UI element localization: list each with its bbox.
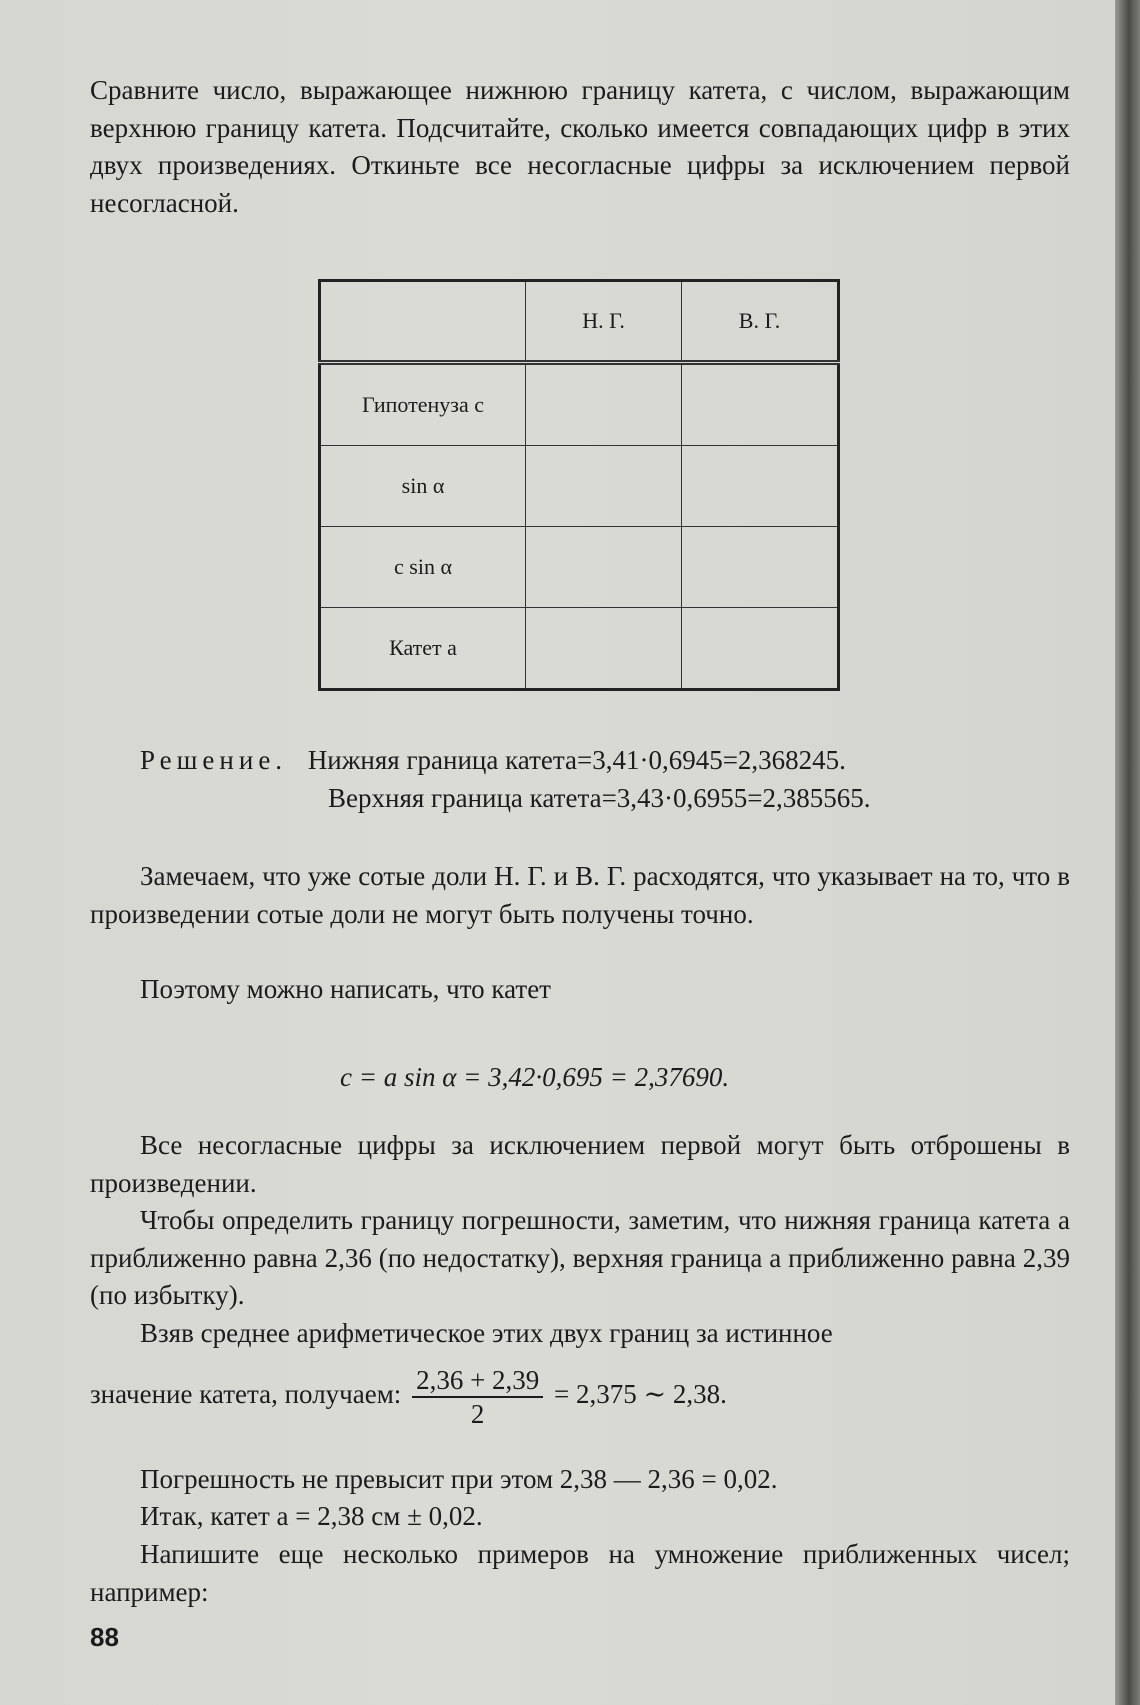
table-cell xyxy=(526,608,682,690)
result-paragraph: Итак, катет a = 2,38 см ± 0,02. xyxy=(140,1501,483,1531)
table-row xyxy=(320,363,839,446)
table-cell xyxy=(682,446,839,527)
fraction-numerator: 2,36 + 2,39 xyxy=(412,1364,543,1398)
table-header-cell: В. Г. xyxy=(682,281,839,363)
table-row-label: Катет a xyxy=(320,608,526,690)
table-header-cell: Н. Г. xyxy=(526,281,682,363)
book-spine-shadow xyxy=(1115,0,1140,1705)
main-formula: c = a sin α = 3,42·0,695 = 2,37690. xyxy=(340,1062,730,1092)
table-header-row xyxy=(320,281,839,363)
intro-paragraph: Сравните число, выражающее нижнюю границу катета, с числом, выражающим верхнюю границу катета. Подсчитайте, сколько имеется совпадающих цифр в этих двух произведениях. Откиньте все несогласные цифры за исключением первой несогласной. xyxy=(90,75,1070,218)
table-row-label: c sin α xyxy=(320,527,526,608)
mean-paragraph-start: Взяв среднее арифметическое этих двух границ за истинное xyxy=(140,1318,833,1348)
solution-lead: Решение. xyxy=(140,745,288,775)
solution-upper-expr: =3,43·0,6955=2,385565. xyxy=(601,783,871,813)
discard-paragraph: Все несогласные цифры за исключением первой могут быть отброшены в произведении. xyxy=(90,1130,1070,1198)
fraction-denominator: 2 xyxy=(470,1399,485,1429)
solution-upper-label: Верхняя граница катета xyxy=(328,783,602,813)
more-examples-paragraph: Напишите еще несколько примеров на умножение приближенных чисел; например: xyxy=(90,1539,1070,1607)
solution-upper-line xyxy=(328,783,871,814)
table-cell xyxy=(682,527,839,608)
solution-lower-line xyxy=(140,745,846,776)
table-header-cell xyxy=(320,281,526,363)
table-cell xyxy=(526,446,682,527)
solution-lower-label: Нижняя граница катета xyxy=(307,745,577,775)
therefore-paragraph: Поэтому можно написать, что катет xyxy=(140,974,551,1004)
table-row-label: Гипотенуза c xyxy=(320,363,526,446)
solution-lower-expr: =3,41·0,6945=2,368245. xyxy=(576,745,846,775)
table-cell xyxy=(526,363,682,446)
mean-formula-line xyxy=(90,1364,727,1430)
error-paragraph: Погрешность не превысит при этом 2,38 — 2,36 = 0,02. xyxy=(140,1464,778,1494)
table-row xyxy=(320,527,839,608)
table-row xyxy=(320,608,839,690)
mean-prefix: значение катета, получаем: xyxy=(90,1379,402,1410)
table-row xyxy=(320,446,839,527)
page-number: 88 xyxy=(90,1622,119,1652)
table-cell xyxy=(682,363,839,446)
table-cell xyxy=(526,527,682,608)
table-row-label: sin α xyxy=(320,446,526,527)
mean-fraction xyxy=(412,1364,543,1430)
table-cell xyxy=(682,608,839,690)
observe-paragraph: Замечаем, что уже сотые доли Н. Г. и В. Г. расходятся, что указывает на то, что в произведении сотые доли не могут быть получены точно. xyxy=(90,861,1070,929)
mean-result: = 2,375 ∼ 2,38. xyxy=(554,1379,727,1410)
bounds-paragraph: Чтобы определить границу погрешности, заметим, что нижняя граница катета a приближенно равна 2,36 (по недостатку), верхняя граница a приближенно равна 2,39 (по избытку). xyxy=(90,1205,1070,1310)
bounds-table xyxy=(318,279,840,691)
